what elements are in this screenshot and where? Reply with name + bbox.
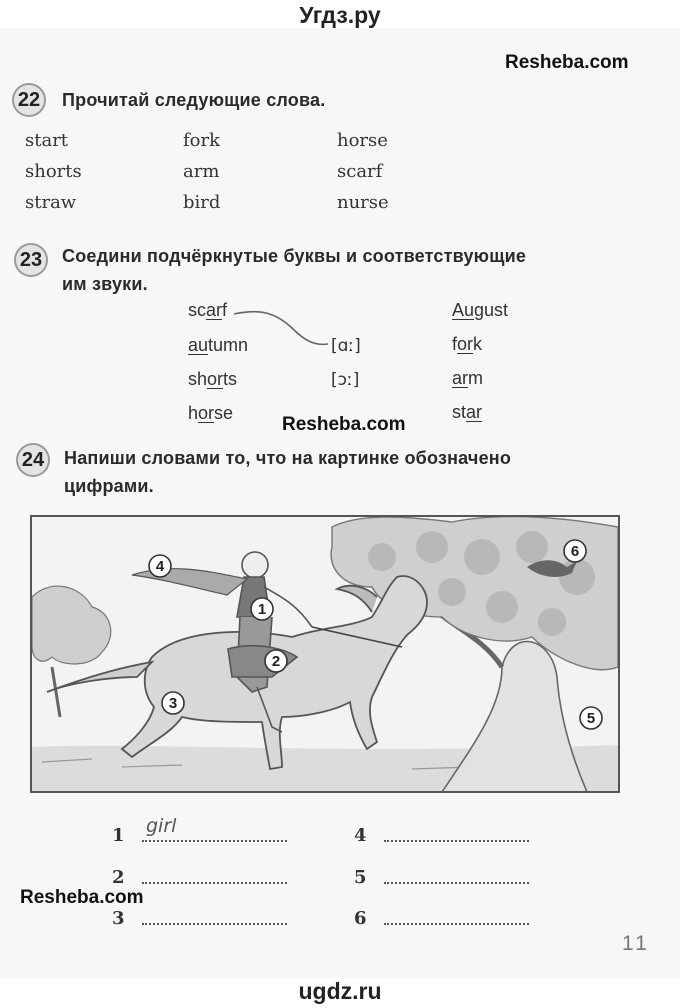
handwritten-answer: girl <box>146 815 177 837</box>
watermark: Resheba.com <box>505 52 629 73</box>
sound-symbol: [ɑː] <box>331 336 361 356</box>
answer-line[interactable] <box>384 882 529 884</box>
svg-text:6: 6 <box>570 543 580 560</box>
svg-text:3: 3 <box>168 695 178 712</box>
marker <box>580 707 602 729</box>
svg-text:4: 4 <box>155 558 165 575</box>
answer-number: 2 <box>112 867 125 888</box>
matching-word: fork <box>452 334 483 354</box>
exercise-instruction: Напиши словами то, что на картинке обозначено <box>64 448 512 468</box>
exercise-number: 23 <box>14 243 48 277</box>
word: shorts <box>25 161 82 182</box>
answer-line[interactable] <box>384 840 529 842</box>
svg-text:5: 5 <box>586 710 596 727</box>
answer-number: 6 <box>354 908 367 929</box>
matching-word: shorts <box>188 369 238 389</box>
answer-line[interactable] <box>142 923 287 925</box>
marker <box>251 598 273 620</box>
illustration-girl-riding-horse <box>30 515 620 793</box>
word: arm <box>183 161 220 182</box>
watermark: Resheba.com <box>282 414 406 435</box>
marker <box>162 692 184 714</box>
page-number: 11 <box>622 932 650 955</box>
exercise-instruction: цифрами. <box>64 476 154 496</box>
word: fork <box>183 130 221 151</box>
exercise-number: 24 <box>16 443 50 477</box>
answer-line[interactable] <box>142 840 287 842</box>
site-footer: ugdz.ru <box>298 978 382 1004</box>
svg-text:1: 1 <box>257 601 267 618</box>
answer-number: 1 <box>112 825 125 846</box>
marker <box>149 555 171 577</box>
exercise-number: 22 <box>12 83 46 117</box>
word: scarf <box>337 161 383 182</box>
matching-word: star <box>452 402 483 422</box>
answer-line[interactable] <box>384 923 529 925</box>
marker <box>265 650 287 672</box>
matching-word: scarf <box>188 300 228 320</box>
word: horse <box>337 130 388 151</box>
exercise-instruction: Прочитай следующие слова. <box>62 90 326 110</box>
svg-text:2: 2 <box>271 653 281 670</box>
answer-number: 3 <box>112 908 125 929</box>
word: nurse <box>337 192 389 213</box>
word: straw <box>25 192 77 213</box>
connecting-line <box>232 308 332 350</box>
answer-line[interactable] <box>142 882 287 884</box>
site-header: Угдз.ру <box>299 2 381 28</box>
word: start <box>25 130 69 151</box>
exercise-instruction: им звуки. <box>62 274 148 294</box>
matching-word: arm <box>452 368 484 388</box>
marker <box>564 540 586 562</box>
matching-word: horse <box>188 403 234 423</box>
exercise-instruction: Соедини подчёркнутые буквы и соответствующие <box>62 246 527 266</box>
answer-number: 4 <box>354 825 367 846</box>
word: bird <box>183 192 221 213</box>
sound-symbol: [ɔː] <box>331 370 360 390</box>
matching-word: autumn <box>188 335 249 355</box>
watermark: Resheba.com <box>20 887 144 908</box>
matching-word: August <box>452 300 509 320</box>
answer-number: 5 <box>354 867 367 888</box>
